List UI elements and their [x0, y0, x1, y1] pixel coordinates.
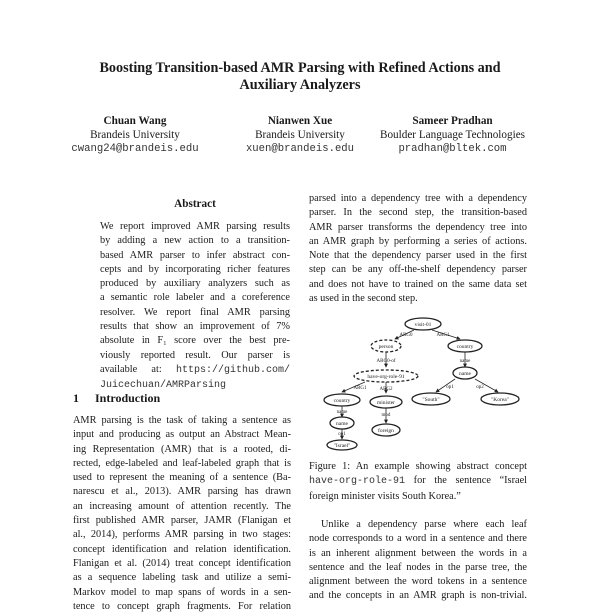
intro-line: Flanigan et al. (2014) treat concept identification [73, 557, 291, 569]
abstract-heading: Abstract [174, 198, 216, 210]
body-line: AMR parser transforms the dependency tree into [309, 221, 527, 233]
intro-line: tence to concept graph fragments. For relation [73, 600, 291, 612]
abstract-line: a semantic role labeler and a coreference [100, 292, 290, 304]
section-heading-introduction [73, 391, 160, 406]
edge-label: mod [381, 413, 391, 418]
author-name: Nianwen Xue [267, 115, 333, 127]
intro-line: al., 2014), performs AMR parsing in two stages: [73, 529, 291, 541]
intro-line: as a sequence labeling task and utilize a semi- [73, 572, 291, 584]
available-label: available at: [100, 363, 176, 375]
intro-line: first published AMR parser, JAMR (Flanigan et [73, 515, 291, 527]
node-label: country [333, 398, 351, 404]
caption-line [309, 474, 527, 489]
section-number: 1 [73, 391, 79, 405]
intro-line: used to represent the meaning of a sentence (Ba- [73, 472, 291, 484]
caption-line: foreign minister visits South Korea.” [309, 490, 461, 502]
abstract-line: based AMR parser to infer abstract con- [100, 249, 290, 261]
author-email: xuen@brandeis.edu [245, 143, 355, 155]
title-line-1: Boosting Transition-based AMR Parsing with Refined Actions and [99, 60, 501, 76]
body-line: sentence and the leaf nodes in the parse tree, the [309, 561, 527, 573]
abstract-line: We report improved AMR parsing results [100, 221, 290, 232]
abstract-line: by adding a new action to a transition- [100, 235, 290, 247]
body-line: parser. In the second step, the transition-based [309, 207, 527, 219]
intro-line: an increasing amount of attention recently. The [73, 500, 291, 512]
paper-title [60, 60, 540, 94]
edge-label: op2 [476, 385, 484, 390]
node-label: foreign [378, 428, 394, 434]
author-email: pradhan@bltek.com [398, 143, 507, 155]
figure-1-caption [309, 460, 527, 504]
intro-line: input and producing as output an Abstract Mean- [73, 429, 291, 441]
abstract-line: absolute in F₁ score over the best pre- [100, 335, 290, 347]
edge-label: name [336, 410, 348, 415]
body-line: alignment between the word tokens in a sentence [309, 576, 527, 588]
body-line: is an inherent alignment between the words in a [309, 547, 527, 559]
node-label: "Israel" [333, 443, 351, 449]
edge-label: ARG0 [399, 333, 413, 338]
title-line-2: Auxiliary Analyzers [239, 77, 361, 93]
author-name: Chuan Wang [103, 115, 167, 127]
edge-label: ARG2 [379, 387, 393, 392]
body-line: and does not have to trained on the same data set [309, 278, 527, 290]
node-label: person [378, 344, 394, 350]
author-1 [60, 114, 210, 156]
intro-line: rected, edge-labeled and leaf-labeled graph that is [73, 457, 291, 469]
body-line: parsed into a dependency tree with a dependency [309, 193, 527, 204]
abstract-body [100, 220, 290, 394]
author-affiliation: Brandeis University [90, 129, 180, 141]
abstract-line: cepts and by incorporating richer features [100, 263, 290, 275]
body-line: and the concepts in an AMR graph is non-trivial. [309, 590, 527, 602]
node-label: "Korea" [491, 397, 509, 403]
intro-line: ing Representation (AMR) that is a rooted, di- [73, 443, 291, 455]
edge-label: op1 [338, 432, 346, 437]
author-affiliation: Boulder Language Technologies [379, 129, 526, 141]
body-line: as used in the second step. [309, 293, 418, 305]
edge-label: ARG0-of [376, 359, 396, 364]
intro-line: concept identification and relation identification. [73, 543, 291, 555]
edge-label: ARG1 [436, 333, 450, 338]
github-link-cont[interactable]: Juicechuan/AMRParsing [100, 380, 227, 392]
body-line: an AMR graph by performing a series of actions. [309, 235, 527, 247]
edge-label: name [459, 359, 471, 364]
abstract-line [100, 363, 290, 378]
edge-label: ARG1 [353, 386, 367, 391]
intro-line: narescu et al., 2013). AMR parsing has drawn [73, 486, 291, 498]
abstract-line: produced by auxiliary analyzers such as [100, 278, 290, 290]
abstract-line: resolver. We report final AMR parsing [100, 306, 290, 318]
abstract-line: results that show an improvement of 7% [100, 321, 290, 333]
body-line: step can be any off-the-shelf dependency parser [309, 264, 527, 276]
body-line: node corresponds to a word in a sentence and there [309, 533, 527, 545]
node-label: "South" [422, 397, 440, 403]
author-name: Sameer Pradhan [412, 115, 493, 127]
author-2 [225, 114, 375, 156]
edge-label: op1 [446, 385, 454, 390]
caption-text: for the sentence “Israel [405, 475, 527, 487]
intro-line: Markov model to map spans of words in a sen- [73, 586, 291, 598]
author-affiliation: Brandeis University [255, 129, 345, 141]
introduction-body [73, 414, 291, 614]
node-label: have-org-role-91 [367, 374, 405, 380]
node-label: name [459, 371, 471, 377]
caption-code: have-org-role-91 [309, 476, 406, 488]
github-link[interactable]: https://github.com/ [175, 364, 290, 376]
intro-line: AMR parsing is the task of taking a sentence as [73, 415, 291, 426]
node-label: country [456, 344, 474, 350]
body-line: Note that the dependency parser used in the first [309, 250, 527, 262]
caption-line: Figure 1: An example showing abstract concept [309, 461, 527, 472]
right-column-paragraph-1 [309, 192, 527, 306]
node-label: name [336, 421, 348, 427]
amr-graph-figure [320, 315, 530, 449]
body-line: Unlike a dependency parse where each leaf [321, 519, 527, 530]
section-title: Introduction [95, 391, 161, 405]
author-3 [360, 114, 545, 156]
node-label: visit-01 [414, 322, 432, 328]
node-label: minister [376, 400, 396, 406]
right-column-paragraph-2 [309, 518, 527, 604]
author-email: cwang24@brandeis.edu [71, 143, 199, 155]
abstract-line: viously reported result. Our parser is [100, 349, 290, 361]
